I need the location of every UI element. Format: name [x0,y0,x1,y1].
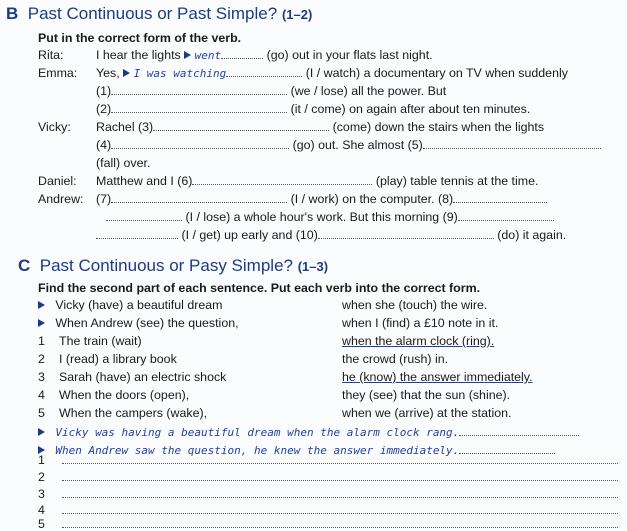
answer-blank[interactable] [62,471,618,481]
line-text: (do) it again. [497,228,567,242]
speaker-vicky: Vicky: [38,120,71,134]
item-number: 3 [38,370,45,384]
sentence-start-1 [38,334,142,348]
line-text: I hear the lights [96,48,181,62]
section-b-title: Past Continuous or Past Simple? [27,4,278,23]
item-number: 2 [38,352,45,366]
answer-blank [226,67,302,77]
answer-blank[interactable] [423,139,601,149]
example-arrow-icon [38,301,45,309]
item-number: 5 [38,406,45,420]
answer-blank[interactable] [106,211,182,221]
answer-blank[interactable] [153,121,329,131]
exercise-line [96,138,601,152]
example-arrow-icon [38,428,45,436]
answer-blank[interactable] [111,103,287,113]
sentence-start-4 [38,388,189,402]
answer-line-1 [38,453,618,467]
line-text: (2) [96,102,112,116]
answer-blank[interactable] [111,193,287,203]
sentence-end-7: when we (arrive) at the station. [342,406,512,420]
item-number: 3 [38,487,45,501]
exercise-line [96,120,544,134]
section-c-title: Past Continuous or Pasy Simple? [39,256,293,275]
answer-blank[interactable] [458,211,554,221]
section-b-instruction: Put in the correct form of the verb. [38,31,242,45]
section-b-range: (1–2) [281,7,313,22]
sentence-end-2: when I (find) a £10 note in it. [342,316,499,330]
answer-blank[interactable] [62,454,618,464]
sentence-end-5: he (know) the answer immediately. [342,370,533,384]
section-c-range: (1–3) [297,259,329,274]
line-text: Rachel (3) [96,120,154,134]
answer-blank[interactable] [318,229,494,239]
example-arrow-icon [38,319,45,327]
item-number: 1 [38,334,45,348]
answer-line-4 [38,503,618,517]
sentence-start-5 [38,406,207,420]
exercise-line [96,102,530,116]
section-c-letter: C [18,256,31,275]
exercise-line [96,66,568,80]
answer-field[interactable]: When Andrew saw the question, he knew the answer immediately. [55,444,460,457]
item-number: 2 [38,470,45,484]
line-text: (4) [96,138,112,152]
sentence-text: When the campers (wake), [59,406,208,420]
line-text: Matthew and I (6) [96,174,193,188]
answer-blank[interactable] [62,504,618,514]
speaker-rita: Rita: [38,48,64,62]
sentence-end-3: when the alarm clock (ring). [342,334,495,348]
answer-field[interactable]: Vicky was having a beautiful dream when the alarm clock rang. [55,426,460,439]
answer-blank[interactable] [96,229,178,239]
answer-field[interactable]: went [194,49,222,62]
speaker-andrew: Andrew: [38,192,84,206]
line-text: (it / come) on again after about ten minutes. [290,102,531,116]
answer-blank[interactable] [453,193,547,203]
sentence-start-example-1 [38,298,222,312]
line-text: (1) [96,84,112,98]
section-c-heading [18,256,328,276]
answer-field[interactable]: I was watching [133,67,227,80]
line-text: (7) [96,192,112,206]
section-b-heading [6,4,312,24]
sentence-text: When the doors (open), [59,388,190,402]
line-text: (go) out. She almost (5) [292,138,423,152]
line-text: (I / work) on the computer. (8) [290,192,454,206]
answer-blank[interactable] [62,518,618,528]
sentence-text: Sarah (have) an electric shock [59,370,227,384]
line-text: (go) out in your flats last night. [266,48,433,62]
exercise-line [96,84,446,98]
sentence-start-2 [38,352,177,366]
speaker-emma: Emma: [38,66,78,80]
example-arrow-icon [184,51,191,59]
answer-blank[interactable] [111,85,287,95]
exercise-line: (fall) over. [96,156,151,170]
line-text: (we / lose) all the power. But [290,84,447,98]
line-text: (play) table tennis at the time. [375,174,539,188]
sentence-end-6: they (see) that the sun (shine). [342,388,511,402]
section-c-instruction: Find the second part of each sentence. Put each verb into the correct form. [38,281,481,295]
exercise-line [106,210,554,224]
item-number: 1 [38,453,45,467]
line-text: (I / lose) a whole hour's work. But this morning (9) [185,210,458,224]
exercise-line [96,174,538,188]
answer-blank [221,49,263,59]
line-text: (I / get) up early and (10) [181,228,318,242]
answer-blank [459,426,579,436]
answer-line-2 [38,470,618,484]
answer-line-3 [38,487,618,501]
exercise-line [96,228,566,242]
sentence-start-example-2 [38,316,239,330]
line-text: (I / watch) a documentary on TV when suddenly [305,66,568,80]
sentence-text: The train (wait) [59,334,142,348]
item-number: 4 [38,503,45,517]
exercise-line [96,48,433,62]
sentence-start-3 [38,370,226,384]
answer-blank[interactable] [62,488,618,498]
line-text: Yes, [96,66,120,80]
exercise-line [96,192,547,206]
sentence-text: When Andrew (see) the question, [55,316,239,330]
sentence-text: Vicky (have) a beautiful dream [55,298,223,312]
answer-line-example-1 [38,425,579,439]
example-arrow-icon [123,69,130,77]
speaker-daniel: Daniel: [38,174,77,188]
answer-line-5 [38,517,618,531]
item-number: 5 [38,517,45,531]
sentence-text: I (read) a library book [59,352,177,366]
answer-blank[interactable] [192,175,372,185]
item-number: 4 [38,388,45,402]
sentence-end-4: the crowd (rush) in. [342,352,449,366]
line-text: (come) down the stairs when the lights [332,120,545,134]
answer-blank[interactable] [111,139,289,149]
section-b-letter: B [6,4,19,23]
sentence-end-1: when she (touch) the wire. [342,298,488,312]
